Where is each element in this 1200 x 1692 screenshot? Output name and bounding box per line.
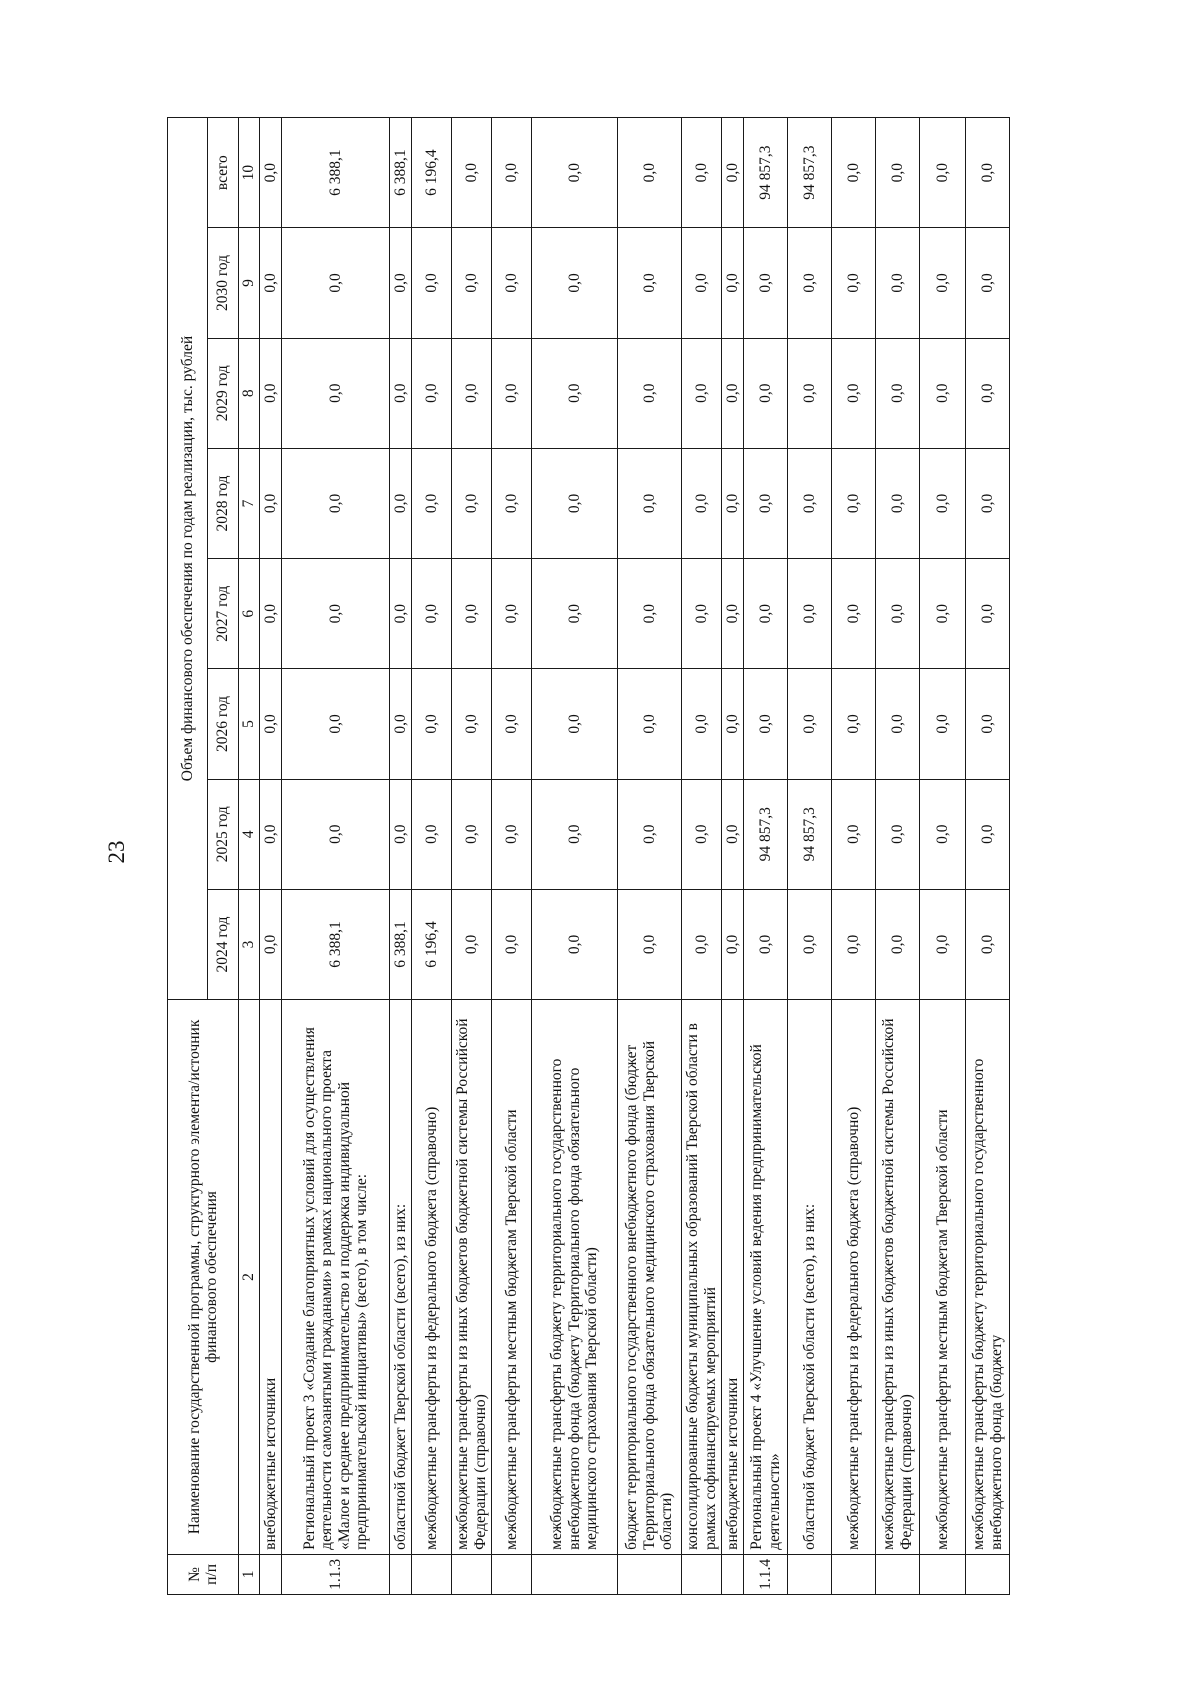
- row-year-value: 0,0: [390, 338, 412, 448]
- row-year-value: 0,0: [492, 559, 532, 669]
- column-number: 9: [239, 228, 260, 338]
- row-year-value: 0,0: [876, 338, 920, 448]
- row-year-value: 0,0: [282, 669, 390, 779]
- row-year-value: 0,0: [492, 669, 532, 779]
- row-year-value: 0,0: [966, 889, 1010, 999]
- row-year-value: 94 857,3: [744, 779, 788, 889]
- row-name: бюджет территориального государственного внебюджетного фонда (бюджет Территориального фонда обязательного медицинского страхования Тверской области): [618, 1000, 682, 1555]
- row-year-value: 0,0: [532, 889, 618, 999]
- row-year-value: 0,0: [744, 228, 788, 338]
- row-year-value: 0,0: [722, 559, 744, 669]
- row-year-value: 0,0: [920, 338, 966, 448]
- table-row: [722, 118, 744, 1595]
- row-year-value: 0,0: [282, 559, 390, 669]
- table-row: [282, 118, 390, 1595]
- header-name: Наименование государственной программы, структурного элемента/источник финансового обеспечения: [168, 1000, 239, 1555]
- row-number: 1.1.4: [744, 1554, 788, 1594]
- header-total: всего: [208, 118, 239, 228]
- row-year-value: 0,0: [492, 889, 532, 999]
- table-row: [492, 118, 532, 1595]
- header-year: 2030 год: [208, 228, 239, 338]
- row-number: [920, 1554, 966, 1594]
- row-total-value: 0,0: [682, 118, 722, 228]
- row-year-value: 0,0: [260, 559, 282, 669]
- row-year-value: 0,0: [532, 559, 618, 669]
- row-year-value: 0,0: [920, 669, 966, 779]
- row-year-value: 0,0: [832, 338, 876, 448]
- row-year-value: 0,0: [260, 669, 282, 779]
- row-total-value: 6 388,1: [282, 118, 390, 228]
- funding-table: [167, 117, 1010, 1595]
- row-year-value: 0,0: [618, 448, 682, 558]
- row-year-value: 0,0: [722, 889, 744, 999]
- row-name: межбюджетные трансферты из федерального бюджета (справочно): [412, 1000, 452, 1555]
- row-year-value: 0,0: [788, 228, 832, 338]
- table-row: [920, 118, 966, 1595]
- row-year-value: 0,0: [744, 889, 788, 999]
- row-total-value: 94 857,3: [744, 118, 788, 228]
- row-year-value: 0,0: [618, 779, 682, 889]
- column-number: 4: [239, 779, 260, 889]
- row-year-value: 0,0: [682, 228, 722, 338]
- row-year-value: 0,0: [966, 448, 1010, 558]
- table-row: [876, 118, 920, 1595]
- table-row: [412, 118, 452, 1595]
- row-year-value: 0,0: [682, 889, 722, 999]
- row-total-value: 0,0: [920, 118, 966, 228]
- row-year-value: 0,0: [452, 559, 492, 669]
- row-total-value: 0,0: [618, 118, 682, 228]
- row-year-value: 0,0: [876, 889, 920, 999]
- row-name: межбюджетные трансферты местным бюджетам Тверской области: [920, 1000, 966, 1555]
- row-name: межбюджетные трансферты местным бюджетам Тверской области: [492, 1000, 532, 1555]
- table-row: [788, 118, 832, 1595]
- row-year-value: 0,0: [390, 559, 412, 669]
- row-year-value: 0,0: [682, 338, 722, 448]
- header-year: 2025 год: [208, 779, 239, 889]
- row-number: [966, 1554, 1010, 1594]
- column-number: 10: [239, 118, 260, 228]
- row-year-value: 0,0: [260, 448, 282, 558]
- row-year-value: 0,0: [682, 559, 722, 669]
- row-number: [452, 1554, 492, 1594]
- row-year-value: 0,0: [390, 448, 412, 558]
- row-total-value: 0,0: [722, 118, 744, 228]
- row-year-value: 0,0: [412, 338, 452, 448]
- row-year-value: 0,0: [966, 338, 1010, 448]
- table-row: [260, 118, 282, 1595]
- row-name: межбюджетные трансферты бюджету территориального государственного внебюджетного фонда (бюджету Территориального фонда обязательного медицинского страхования Тверской области): [532, 1000, 618, 1555]
- row-year-value: 0,0: [876, 779, 920, 889]
- row-year-value: 0,0: [832, 779, 876, 889]
- row-year-value: 0,0: [744, 559, 788, 669]
- row-year-value: 0,0: [832, 228, 876, 338]
- row-year-value: 0,0: [492, 448, 532, 558]
- row-year-value: 0,0: [260, 228, 282, 338]
- row-year-value: 0,0: [618, 889, 682, 999]
- row-name: областной бюджет Тверской области (всего), из них:: [390, 1000, 412, 1555]
- header-year: 2026 год: [208, 669, 239, 779]
- row-number: 1.1.3: [282, 1554, 390, 1594]
- row-year-value: 0,0: [682, 448, 722, 558]
- row-year-value: 0,0: [788, 559, 832, 669]
- column-number-row: [239, 118, 260, 1595]
- row-number: [832, 1554, 876, 1594]
- row-name: Региональный проект 3 «Создание благоприятных условий для осуществления деятельности самозанятыми гражданами» в рамках национального проекта «Малое и среднее предпринимательство и поддержка индивидуальной предпринимательской инициативы» (всего), в том числе:: [282, 1000, 390, 1555]
- row-year-value: 0,0: [920, 889, 966, 999]
- row-year-value: 0,0: [722, 448, 744, 558]
- row-total-value: 0,0: [492, 118, 532, 228]
- row-year-value: 0,0: [532, 448, 618, 558]
- row-year-value: 0,0: [832, 669, 876, 779]
- row-total-value: 0,0: [876, 118, 920, 228]
- row-name: консолидированные бюджеты муниципальных образований Тверской области в рамках софинансируемых мероприятий: [682, 1000, 722, 1555]
- row-year-value: 0,0: [876, 448, 920, 558]
- row-year-value: 6 196,4: [412, 889, 452, 999]
- row-year-value: 0,0: [920, 228, 966, 338]
- row-year-value: 0,0: [260, 779, 282, 889]
- rotated-page-content: [167, 145, 1200, 1595]
- row-year-value: 0,0: [390, 669, 412, 779]
- row-number: [722, 1554, 744, 1594]
- row-number: [876, 1554, 920, 1594]
- header-num: № п/п: [168, 1554, 239, 1594]
- row-year-value: 0,0: [492, 338, 532, 448]
- row-year-value: 0,0: [532, 338, 618, 448]
- table-row: [682, 118, 722, 1595]
- row-year-value: 0,0: [920, 559, 966, 669]
- row-year-value: 0,0: [920, 779, 966, 889]
- row-number: [390, 1554, 412, 1594]
- row-number: [260, 1554, 282, 1594]
- column-number: 7: [239, 448, 260, 558]
- row-year-value: 0,0: [452, 448, 492, 558]
- row-year-value: 0,0: [920, 448, 966, 558]
- row-year-value: 0,0: [744, 338, 788, 448]
- column-number: 5: [239, 669, 260, 779]
- row-total-value: 0,0: [832, 118, 876, 228]
- row-year-value: 0,0: [876, 669, 920, 779]
- header-year: 2029 год: [208, 338, 239, 448]
- row-year-value: 0,0: [722, 669, 744, 779]
- row-number: [492, 1554, 532, 1594]
- row-total-value: 0,0: [260, 118, 282, 228]
- row-year-value: 0,0: [532, 228, 618, 338]
- row-year-value: 0,0: [260, 889, 282, 999]
- row-name: внебюджетные источники: [260, 1000, 282, 1555]
- row-name: Региональный проект 4 «Улучшение условий ведения предпринимательской деятельности»: [744, 1000, 788, 1555]
- row-name: внебюджетные источники: [722, 1000, 744, 1555]
- row-year-value: 0,0: [876, 228, 920, 338]
- row-year-value: 0,0: [788, 448, 832, 558]
- row-number: [682, 1554, 722, 1594]
- row-year-value: 0,0: [682, 669, 722, 779]
- row-year-value: 94 857,3: [788, 779, 832, 889]
- column-number: 2: [239, 1000, 260, 1555]
- row-number: [532, 1554, 618, 1594]
- table-row: [618, 118, 682, 1595]
- row-year-value: 0,0: [966, 228, 1010, 338]
- header-year: 2027 год: [208, 559, 239, 669]
- row-year-value: 6 388,1: [390, 889, 412, 999]
- row-year-value: 0,0: [492, 779, 532, 889]
- row-name: межбюджетные трансферты из иных бюджетов бюджетной системы Российской Федерации (справочно): [452, 1000, 492, 1555]
- table-row: [744, 118, 788, 1595]
- row-year-value: 0,0: [618, 559, 682, 669]
- row-year-value: 0,0: [618, 669, 682, 779]
- row-number: [618, 1554, 682, 1594]
- column-number: 6: [239, 559, 260, 669]
- table-body: [260, 118, 1010, 1595]
- row-year-value: 0,0: [876, 559, 920, 669]
- row-name: межбюджетные трансферты из федерального бюджета (справочно): [832, 1000, 876, 1555]
- row-year-value: 0,0: [722, 338, 744, 448]
- header-row: [168, 118, 208, 1595]
- row-year-value: 0,0: [452, 669, 492, 779]
- row-year-value: 0,0: [412, 779, 452, 889]
- row-year-value: 0,0: [532, 669, 618, 779]
- row-year-value: 0,0: [412, 448, 452, 558]
- row-year-value: 0,0: [492, 228, 532, 338]
- row-total-value: 0,0: [966, 118, 1010, 228]
- row-number: [412, 1554, 452, 1594]
- row-total-value: 6 196,4: [412, 118, 452, 228]
- row-year-value: 0,0: [722, 779, 744, 889]
- page-number: 23: [104, 840, 129, 864]
- row-name: областной бюджет Тверской области (всего), из них:: [788, 1000, 832, 1555]
- row-year-value: 0,0: [412, 228, 452, 338]
- row-year-value: 0,0: [452, 338, 492, 448]
- row-year-value: 0,0: [788, 669, 832, 779]
- row-year-value: 0,0: [744, 669, 788, 779]
- header-year: 2024 год: [208, 889, 239, 999]
- table-row: [390, 118, 412, 1595]
- row-year-value: 0,0: [744, 448, 788, 558]
- row-year-value: 0,0: [788, 889, 832, 999]
- row-year-value: 0,0: [832, 889, 876, 999]
- row-year-value: 0,0: [682, 779, 722, 889]
- row-year-value: 0,0: [452, 228, 492, 338]
- row-year-value: 0,0: [966, 669, 1010, 779]
- row-total-value: 0,0: [532, 118, 618, 228]
- header-year: 2028 год: [208, 448, 239, 558]
- row-number: [788, 1554, 832, 1594]
- row-year-value: 0,0: [452, 779, 492, 889]
- row-total-value: 6 388,1: [390, 118, 412, 228]
- column-number: 3: [239, 889, 260, 999]
- row-year-value: 0,0: [966, 559, 1010, 669]
- header-funding-group: Объем финансового обеспечения по годам реализации, тыс. рублей: [168, 118, 208, 1000]
- row-year-value: 0,0: [618, 338, 682, 448]
- table-row: [452, 118, 492, 1595]
- row-name: межбюджетные трансферты из иных бюджетов бюджетной системы Российской Федерации (справочно): [876, 1000, 920, 1555]
- row-year-value: 0,0: [832, 448, 876, 558]
- row-year-value: 0,0: [412, 559, 452, 669]
- row-year-value: 0,0: [788, 338, 832, 448]
- row-year-value: 0,0: [618, 228, 682, 338]
- row-year-value: 0,0: [452, 889, 492, 999]
- row-year-value: 0,0: [390, 228, 412, 338]
- table-row: [832, 118, 876, 1595]
- row-year-value: 0,0: [282, 779, 390, 889]
- table-row: [966, 118, 1010, 1595]
- row-year-value: 6 388,1: [282, 889, 390, 999]
- row-year-value: 0,0: [832, 559, 876, 669]
- row-total-value: 94 857,3: [788, 118, 832, 228]
- row-year-value: 0,0: [966, 779, 1010, 889]
- row-name: межбюджетные трансферты бюджету территориального государственного внебюджетного фонда (бюджету: [966, 1000, 1010, 1555]
- table-row: [532, 118, 618, 1595]
- row-year-value: 0,0: [260, 338, 282, 448]
- row-year-value: 0,0: [282, 448, 390, 558]
- row-year-value: 0,0: [390, 779, 412, 889]
- row-total-value: 0,0: [452, 118, 492, 228]
- column-number: 1: [239, 1554, 260, 1594]
- row-year-value: 0,0: [722, 228, 744, 338]
- row-year-value: 0,0: [412, 669, 452, 779]
- row-year-value: 0,0: [282, 228, 390, 338]
- column-number: 8: [239, 338, 260, 448]
- row-year-value: 0,0: [532, 779, 618, 889]
- row-year-value: 0,0: [282, 338, 390, 448]
